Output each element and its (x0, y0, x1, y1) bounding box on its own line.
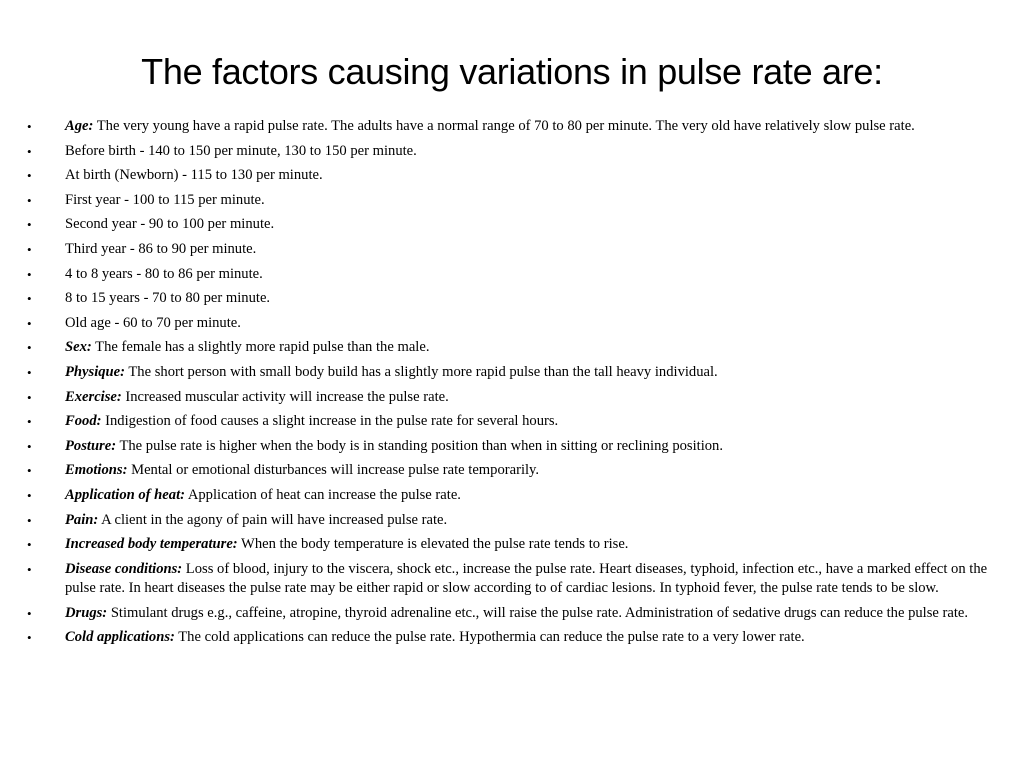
bullet-item (0, 142, 1024, 162)
bullet-dot-icon: • (27, 315, 32, 331)
bullet-item (0, 215, 1024, 235)
bullet-text: First year - 100 to 115 per minute. (65, 191, 265, 208)
bullet-term: Drugs: (65, 604, 108, 621)
bullet-dot-icon: • (27, 561, 32, 577)
bullet-item (0, 117, 1024, 137)
bullet-term: Application of heat: (65, 486, 185, 503)
bullet-item (0, 240, 1024, 260)
bullet-text: The female has a slightly more rapid pulse than the male. (91, 339, 430, 356)
bullet-text: The cold applications can reduce the pulse rate. Hypothermia can reduce the pulse rate to a very lower rate. (174, 629, 805, 646)
bullet-term: Sex: (65, 339, 92, 356)
bullet-text: Application of heat can increase the pulse rate. (185, 486, 461, 503)
bullet-dot-icon: • (27, 291, 32, 307)
bullet-dot-icon: • (27, 438, 32, 454)
bullet-text: 8 to 15 years - 70 to 80 per minute. (65, 290, 271, 307)
bullet-term: Cold applications: (65, 629, 175, 646)
bullet-item (0, 604, 1024, 624)
bullet-item (0, 388, 1024, 408)
bullet-item (0, 314, 1024, 334)
bullet-item (0, 338, 1024, 358)
bullet-list (0, 117, 1024, 653)
bullet-term: Pain: (65, 511, 99, 528)
bullet-item (0, 628, 1024, 648)
bullet-item (0, 363, 1024, 383)
bullet-term: Posture: (65, 437, 117, 454)
bullet-item (0, 535, 1024, 555)
bullet-item (0, 289, 1024, 309)
bullet-term: Disease conditions: (65, 560, 183, 577)
bullet-item (0, 166, 1024, 186)
bullet-dot-icon: • (27, 143, 32, 159)
slide-title: The factors causing variations in pulse rate are: (141, 51, 883, 92)
bullet-dot-icon: • (27, 217, 32, 233)
bullet-text: Loss of blood, injury to the viscera, shock etc., increase the pulse rate. Heart diseases, typhoid, infection etc., have a marked effect on the pulse rate. In heart diseases the pulse rate may be either rapid or slow according to of cardiac lesions. In typhoid fever, the pulse rate tends to be slow. (65, 560, 988, 597)
bullet-item (0, 437, 1024, 457)
bullet-dot-icon: • (27, 241, 32, 257)
bullet-text: Old age - 60 to 70 per minute. (65, 314, 241, 331)
bullet-dot-icon: • (27, 487, 32, 503)
bullet-text: Stimulant drugs e.g., caffeine, atropine, thyroid adrenaline etc., will raise the pulse rate. Administration of sedative drugs can reduce the pulse rate. (107, 604, 969, 621)
bullet-text: Before birth - 140 to 150 per minute, 130 to 150 per minute. (65, 142, 417, 159)
bullet-term: Emotions: (65, 462, 128, 479)
bullet-item (0, 461, 1024, 481)
bullet-term: Increased body temperature: (65, 536, 238, 553)
bullet-text: The pulse rate is higher when the body is in standing position than when in sitting or reclining position. (116, 437, 723, 454)
bullet-item (0, 265, 1024, 285)
bullet-text: The very young have a rapid pulse rate. The adults have a normal range of 70 to 80 per minute. The very old have relatively slow pulse rate. (93, 118, 915, 134)
bullet-item (0, 560, 1024, 599)
bullet-dot-icon: • (27, 364, 32, 380)
bullet-text: When the body temperature is elevated the pulse rate tends to rise. (237, 536, 629, 553)
bullet-text: Second year - 90 to 100 per minute. (65, 216, 275, 233)
bullet-text: At birth (Newborn) - 115 to 130 per minute. (65, 167, 323, 184)
bullet-dot-icon: • (27, 414, 32, 430)
bullet-term: Age: (65, 118, 94, 134)
bullet-dot-icon: • (27, 389, 32, 405)
bullet-text: Third year - 86 to 90 per minute. (65, 240, 257, 257)
bullet-text: Increased muscular activity will increase the pulse rate. (121, 388, 449, 405)
bullet-dot-icon: • (27, 119, 32, 134)
bullet-dot-icon: • (27, 168, 32, 184)
bullet-dot-icon: • (27, 463, 32, 479)
bullet-term: Physique: (65, 363, 125, 380)
bullet-dot-icon: • (27, 537, 32, 553)
bullet-item (0, 511, 1024, 531)
bullet-text: A client in the agony of pain will have increased pulse rate. (98, 511, 448, 528)
bullet-dot-icon: • (27, 266, 32, 282)
bullet-text: The short person with small body build has a slightly more rapid pulse than the tall heavy individual. (125, 363, 718, 380)
bullet-dot-icon: • (27, 340, 32, 356)
bullet-text: Indigestion of food causes a slight increase in the pulse rate for several hours. (101, 413, 559, 430)
bullet-item (0, 191, 1024, 211)
bullet-dot-icon: • (27, 192, 32, 208)
bullet-term: Food: (65, 413, 102, 430)
bullet-dot-icon: • (27, 512, 32, 528)
bullet-item (0, 412, 1024, 432)
bullet-term: Exercise: (65, 388, 122, 405)
bullet-dot-icon: • (27, 605, 32, 621)
bullet-item (0, 486, 1024, 506)
bullet-dot-icon: • (27, 630, 32, 646)
bullet-text: 4 to 8 years - 80 to 86 per minute. (65, 265, 263, 282)
bullet-text: Mental or emotional disturbances will increase pulse rate temporarily. (127, 462, 540, 479)
